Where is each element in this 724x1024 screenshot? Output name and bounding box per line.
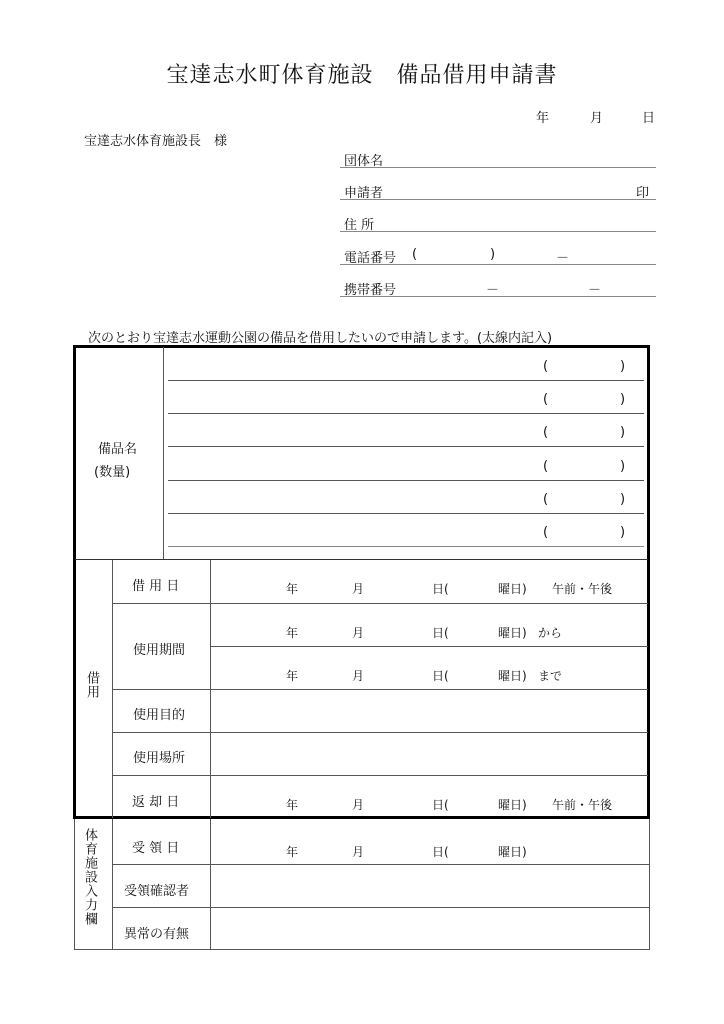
row-line (112, 732, 648, 733)
phone-label: 電話番号 (344, 251, 397, 266)
receive-date-label: 受 領 日 (132, 841, 180, 856)
borrow-side-label: 借用 (84, 671, 99, 699)
return-date-label: 返 却 日 (132, 795, 180, 810)
return-date-month-label: 月 (352, 798, 365, 812)
equipment-name-field[interactable] (168, 458, 538, 478)
borrow-date-suffix-label: 午前・午後 (552, 582, 613, 596)
equipment-quantity-label: (数量) (94, 465, 131, 480)
equipment-qty-open-paren: ( (543, 525, 549, 540)
phone-dash: － (556, 251, 570, 266)
row-line (112, 907, 649, 908)
period-end-weekday-label: 曜日) (498, 669, 527, 683)
period-end-field[interactable] (211, 663, 647, 685)
phone-field[interactable] (340, 264, 656, 265)
borrow-date-year-label: 年 (286, 582, 299, 596)
equipment-row-line (168, 513, 644, 514)
group-name-field[interactable] (340, 167, 656, 168)
equipment-row-line (168, 413, 644, 414)
equipment-bottom-line (75, 559, 648, 560)
return-date-suffix-label: 午前・午後 (552, 798, 613, 812)
return-date-year-label: 年 (286, 798, 299, 812)
equipment-qty-open-paren: ( (543, 459, 549, 474)
mobile-dash-1: － (486, 283, 500, 298)
abnormal-label: 異常の有無 (124, 927, 190, 942)
period-start-field[interactable] (211, 620, 647, 642)
address-field[interactable] (340, 231, 656, 232)
borrow-date-day-label: 日( (432, 582, 449, 596)
group-name-label: 団体名 (344, 154, 384, 169)
mobile-dash-2: － (588, 283, 602, 298)
period-start-suffix-label: から (538, 626, 563, 640)
place-label: 使用場所 (133, 751, 186, 766)
facility-side-label: 体育施設入力欄 (82, 828, 97, 926)
period-end-year-label: 年 (286, 669, 299, 683)
equipment-qty-close-paren: ) (620, 492, 626, 507)
applicant-field[interactable] (340, 199, 656, 200)
equipment-name-field[interactable] (168, 424, 538, 444)
equipment-row-line (168, 480, 644, 481)
period-end-month-label: 月 (352, 669, 365, 683)
row-line (112, 864, 649, 865)
equipment-name-field[interactable] (168, 391, 538, 411)
period-start-year-label: 年 (286, 626, 299, 640)
equipment-qty-close-paren: ) (620, 425, 626, 440)
date-year-label: 年 (536, 111, 550, 126)
equipment-name-field[interactable] (168, 491, 538, 511)
equipment-qty-open-paren: ( (543, 359, 549, 374)
row-line (112, 689, 648, 690)
phone-close-paren: ) (490, 247, 496, 262)
equipment-divider (163, 347, 164, 559)
mobile-label: 携帯番号 (344, 283, 397, 298)
return-date-day-label: 日( (432, 798, 449, 812)
mobile-field[interactable] (340, 296, 656, 297)
receive-date-field[interactable] (211, 839, 647, 861)
receive-date-month-label: 月 (352, 845, 365, 859)
equipment-qty-close-paren: ) (620, 392, 626, 407)
confirmer-field[interactable] (211, 870, 647, 904)
borrow-date-month-label: 月 (352, 582, 365, 596)
equipment-name-field[interactable] (168, 358, 538, 378)
equipment-qty-open-paren: ( (543, 392, 549, 407)
borrow-date-weekday-label: 曜日) (498, 582, 527, 596)
receive-date-weekday-label: 曜日) (498, 845, 527, 859)
abnormal-field[interactable] (211, 913, 647, 947)
intro-text: 次のとおり宝達志水運動公園の備品を借用したいので申請します。(太線内記入) (88, 331, 553, 346)
purpose-label: 使用目的 (133, 708, 186, 723)
page-title: 宝達志水町体育施設 備品借用申請書 (166, 63, 558, 88)
row-line (112, 775, 648, 776)
period-start-weekday-label: 曜日) (498, 626, 527, 640)
place-field[interactable] (211, 755, 647, 773)
address-label: 住 所 (344, 218, 375, 233)
equipment-qty-close-paren: ) (620, 525, 626, 540)
applicant-label: 申請者 (344, 186, 384, 201)
addressee: 宝達志水体育施設長 様 (84, 134, 228, 149)
equipment-qty-open-paren: ( (543, 492, 549, 507)
period-end-suffix-label: まで (538, 669, 563, 683)
date-day-label: 日 (642, 111, 656, 126)
equipment-label: 備品名 (98, 442, 138, 457)
borrow-date-label: 借 用 日 (132, 579, 180, 594)
period-start-month-label: 月 (352, 626, 365, 640)
equipment-row-line (168, 446, 644, 447)
period-end-day-label: 日( (432, 669, 449, 683)
period-label: 使用期間 (133, 643, 186, 658)
seal-mark: 印 (636, 186, 650, 201)
equipment-name-field[interactable] (168, 524, 538, 544)
equipment-qty-close-paren: ) (620, 359, 626, 374)
return-date-weekday-label: 曜日) (498, 798, 527, 812)
equipment-row-line (168, 380, 644, 381)
date-month-label: 月 (590, 111, 604, 126)
equipment-qty-open-paren: ( (543, 425, 549, 440)
equipment-qty-close-paren: ) (620, 459, 626, 474)
confirmer-label: 受領確認者 (124, 884, 190, 899)
phone-open-paren: ( (412, 247, 418, 262)
row-line (112, 603, 648, 604)
period-start-day-label: 日( (432, 626, 449, 640)
receive-date-day-label: 日( (432, 845, 449, 859)
facility-side-divider (112, 819, 113, 950)
purpose-field[interactable] (211, 712, 647, 730)
receive-date-year-label: 年 (286, 845, 299, 859)
row-line (210, 646, 648, 647)
equipment-row-line (168, 546, 644, 547)
